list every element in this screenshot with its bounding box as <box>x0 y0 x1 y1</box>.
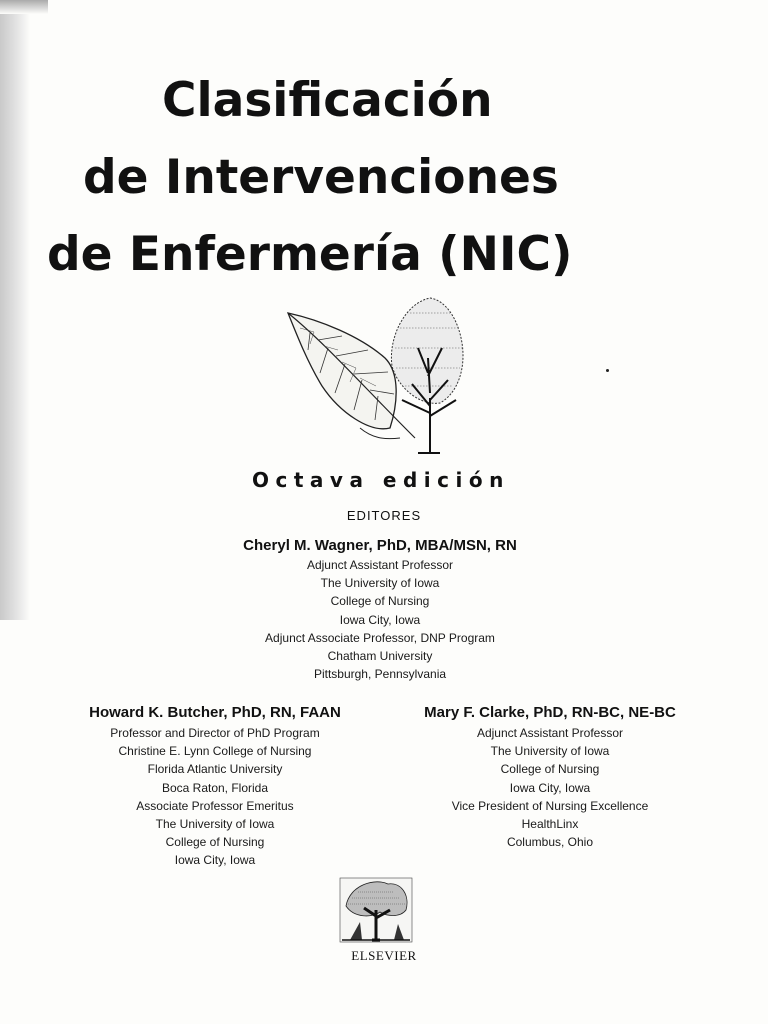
editor-affiliation: Florida Atlantic University <box>147 762 283 777</box>
title-line-3: de Enfermería (NIC) <box>47 227 573 282</box>
scan-corner-shadow <box>0 0 48 14</box>
editor-affiliation: Adjunct Assistant Professor <box>306 558 454 572</box>
editor-affiliation: Vice President of Nursing Excellence <box>451 798 649 813</box>
title-line-1: Clasificación <box>162 73 493 128</box>
editor-affiliation: Associate Professor Emeritus <box>136 798 294 813</box>
editor-affiliation: Iowa City, Iowa <box>509 780 591 795</box>
edition-label: Octava edición <box>252 468 510 492</box>
title-line-2: de Intervenciones <box>83 150 559 205</box>
editor-affiliation: College of Nursing <box>500 762 600 777</box>
leaf-and-tree-icon <box>280 288 480 458</box>
editor-affiliation: Adjunct Assistant Professor <box>476 726 624 740</box>
elsevier-tree-logo-icon <box>336 876 416 946</box>
editor-affiliation: Columbus, Ohio <box>506 835 594 850</box>
editor-affiliation: College of Nursing <box>165 835 265 850</box>
editor-name: Howard K. Butcher, PhD, RN, FAAN <box>89 704 341 721</box>
editor-affiliation: Iowa City, Iowa <box>174 853 256 868</box>
scan-spine-shadow <box>0 0 30 620</box>
editor-affiliation: Christine E. Lynn College of Nursing <box>118 744 312 759</box>
editor-affiliation: The University of Iowa <box>490 744 610 759</box>
editor-affiliation: Chatham University <box>327 649 433 664</box>
editor-clarke <box>390 704 710 851</box>
editor-wagner <box>200 537 560 683</box>
editor-affiliation: College of Nursing <box>330 594 430 609</box>
editor-affiliation: Professor and Director of PhD Program <box>110 726 320 740</box>
editor-affiliation: The University of Iowa <box>155 817 275 832</box>
editor-affiliation: Adjunct Associate Professor, DNP Program <box>265 630 495 645</box>
editor-name: Cheryl M. Wagner, PhD, MBA/MSN, RN <box>243 537 517 554</box>
editor-affiliation: Iowa City, Iowa <box>339 612 421 627</box>
editor-affiliation: HealthLinx <box>521 817 579 832</box>
publisher-name: ELSEVIER <box>351 948 417 963</box>
editors-heading: EDITORES <box>346 508 422 523</box>
editor-butcher <box>55 704 375 870</box>
editor-affiliation: Boca Raton, Florida <box>161 780 269 795</box>
scan-speck <box>606 369 609 372</box>
editor-affiliation: The University of Iowa <box>320 576 440 591</box>
editor-affiliation: Pittsburgh, Pennsylvania <box>313 667 447 682</box>
editor-name: Mary F. Clarke, PhD, RN-BC, NE-BC <box>424 704 676 721</box>
